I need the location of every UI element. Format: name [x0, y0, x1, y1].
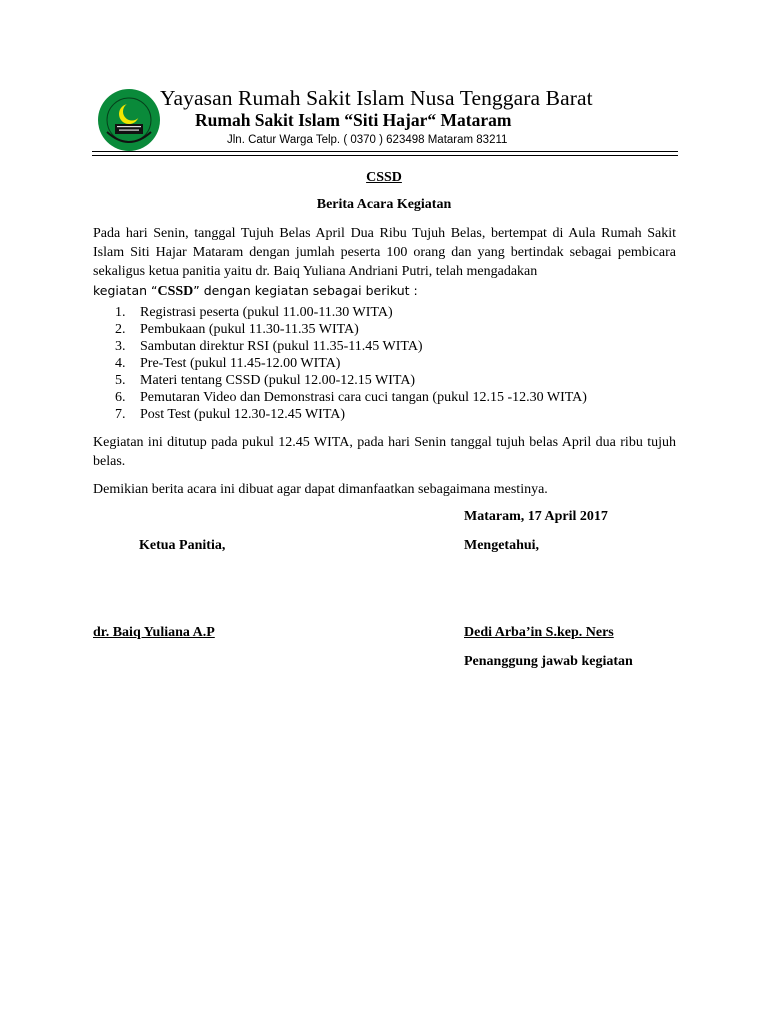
header-divider-thin: [92, 155, 678, 156]
agenda-item-number: 3.: [115, 339, 126, 354]
agenda-item-number: 6.: [115, 390, 126, 405]
agenda-list: [115, 304, 587, 423]
agenda-item-number: 4.: [115, 356, 126, 371]
signatory-left-role: Ketua Panitia,: [139, 538, 226, 553]
agenda-item-text: Post Test (pukul 12.30-12.45 WITA): [140, 407, 346, 422]
agenda-item-text: Pre-Test (pukul 11.45-12.00 WITA): [140, 356, 341, 371]
signatory-right-name: Dedi Arba’in S.kep. Ners: [464, 625, 614, 640]
intro-paragraph: [93, 224, 676, 301]
logo-banner: [115, 124, 143, 134]
agenda-item: [115, 304, 587, 321]
document-subtitle: Berita Acara Kegiatan: [316, 197, 452, 212]
agenda-item: [115, 321, 587, 338]
closing-paragraph: Kegiatan ini ditutup pada pukul 12.45 WITA, pada hari Senin tanggal tujuh belas April dua ribu tujuh belas.: [93, 435, 676, 469]
agenda-item: [115, 372, 587, 389]
logo-crescent-cutout: [123, 103, 141, 121]
organization-name: Yayasan Rumah Sakit Islam Nusa Tenggara Barat: [160, 86, 593, 110]
agenda-item-text: Pemutaran Video dan Demonstrasi cara cuci tangan (pukul 12.15 -12.30 WITA): [140, 390, 587, 405]
agenda-item: [115, 355, 587, 372]
agenda-item: [115, 338, 587, 355]
intro-tail-bold: CSSD: [157, 284, 194, 299]
agenda-item-text: Registrasi peserta (pukul 11.00-11.30 WITA): [140, 305, 393, 320]
signatory-right-title: Penanggung jawab kegiatan: [464, 654, 633, 669]
agenda-item-number: 7.: [115, 407, 126, 422]
agenda-item: [115, 389, 587, 406]
intro-text: Pada hari Senin, tanggal Tujuh Belas April Dua Ribu Tujuh Belas, bertempat di Aula Rumah Sakit Islam Siti Hajar Mataram dengan jumlah peserta 100 orang dan yang bertindak sebagai pembicara sekaligus ketua panitia yaitu dr. Baiq Yuliana Andriani Putri, telah mengadakan: [93, 226, 676, 279]
place-date: Mataram, 17 April 2017: [464, 509, 608, 524]
intro-tail-suffix: ” dengan kegiatan sebagai berikut :: [193, 283, 418, 298]
hospital-address: Jln. Catur Warga Telp. ( 0370 ) 623498 Mataram 83211: [227, 134, 508, 146]
intro-tail: [93, 281, 676, 301]
document-title: CSSD: [366, 170, 402, 185]
intro-tail-prefix: kegiatan “: [93, 283, 158, 298]
signatory-right-role: Mengetahui,: [464, 538, 540, 553]
agenda-item-text: Pembukaan (pukul 11.30-11.35 WITA): [140, 322, 359, 337]
agenda-item-text: Sambutan direktur RSI (pukul 11.35-11.45 WITA): [140, 339, 423, 354]
hospital-logo-icon: [97, 88, 161, 152]
agenda-item-number: 2.: [115, 322, 126, 337]
agenda-item: [115, 406, 587, 423]
statement-paragraph: Demikian berita acara ini dibuat agar dapat dimanfaatkan sebagaimana mestinya.: [93, 482, 548, 497]
header-divider-thick: [92, 151, 678, 152]
agenda-item-text: Materi tentang CSSD (pukul 12.00-12.15 WITA): [140, 373, 416, 388]
logo-banner-text-line: [119, 130, 139, 131]
logo-banner-text-line: [117, 126, 141, 127]
signatory-left-name: dr. Baiq Yuliana A.P: [93, 625, 215, 640]
agenda-item-number: 5.: [115, 373, 126, 388]
hospital-name: Rumah Sakit Islam “Siti Hajar“ Mataram: [195, 110, 512, 130]
agenda-item-number: 1.: [115, 305, 126, 320]
